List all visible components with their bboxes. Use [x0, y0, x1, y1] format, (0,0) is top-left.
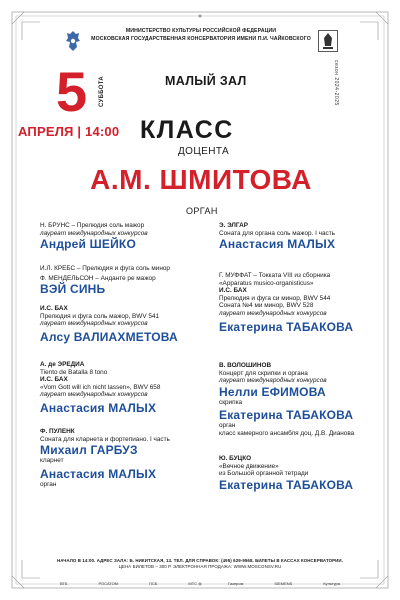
sponsor-logo: Газпром — [228, 580, 244, 586]
program-line: из Большой органной тетради — [219, 470, 309, 478]
sponsor-logos — [60, 578, 340, 588]
performer-name: Михаил ГАРБУЗ — [40, 443, 138, 458]
program-line: И.С. БАХ — [219, 287, 247, 295]
program-line: Соната №4 ми минор, BWV 528 — [219, 302, 314, 310]
venue-name: МАЛЫЙ ЗАЛ — [165, 74, 247, 88]
laureate-note: лауреат международных конкурсов — [219, 309, 327, 317]
performer-name: Анастасия МАЛЫХ — [40, 466, 157, 481]
program-line: Прелюдия и фуга си минор, BWV 544 — [219, 294, 331, 302]
sponsor-logo: ПСБ — [149, 580, 158, 586]
title-klass: КЛАСС — [140, 116, 234, 144]
performer-name: Екатерина ТАБАКОВА — [219, 319, 354, 334]
program-line: Г. МУФФАТ – Токката VIII из сборника — [219, 272, 331, 279]
program-line: Ф. МЕНДЕЛЬСОН – Анданте ре мажор — [40, 274, 156, 282]
footer-address: НАЧАЛО В 14:00. АДРЕС ЗАЛА: Б. НИКИТСКАЯ, 13. ТЕЛ. ДЛЯ СПРАВОК: (495) 629-9568. БИЛЕТЫ В КАССАХ КОНСЕРВАТОРИИ. — [57, 558, 343, 563]
sponsor-logo: МТС — [188, 580, 198, 586]
program-item — [219, 362, 391, 438]
conservatory-logo-icon — [318, 30, 338, 52]
program-item — [219, 455, 391, 492]
performer-role: кларнет — [40, 457, 64, 465]
program-line: В. ВОЛОШИНОВ — [219, 362, 272, 369]
sponsor-logo: ВТБ — [60, 580, 68, 586]
performer-role: орган — [219, 422, 236, 430]
performer-name: Андрей ШЕЙКО — [40, 237, 136, 252]
date-weekday: СУББОТА — [99, 76, 105, 107]
season-label: сезон 2024-2025 — [333, 60, 339, 106]
sponsor-logo: Культура — [323, 580, 340, 586]
laureate-note: лауреат международных конкурсов — [40, 320, 148, 328]
program-line: «Вечное движение» — [219, 462, 279, 470]
program-line: Ф. ПУЛЕНК — [40, 428, 75, 435]
program-line: И.Л. КРЕБС – Прелюдия и фуга соль минор — [40, 265, 170, 272]
ministry-emblem-icon — [64, 30, 82, 52]
performer-name: Анастасия МАЛЫХ — [219, 237, 336, 252]
program-line: Tiento de Batalla 8 tono — [40, 368, 108, 376]
program-line: Соната для органа соль мажор. I часть — [219, 229, 335, 237]
program-item — [40, 361, 210, 415]
institution-header — [88, 27, 314, 43]
program-line: «Apparatus musico-organisticus» — [219, 279, 314, 287]
performer-name: Екатерина ТАБАКОВА — [219, 408, 354, 423]
footer-info — [50, 558, 350, 570]
program-item — [40, 305, 210, 344]
performer-name: Екатерина ТАБАКОВА — [219, 477, 354, 492]
program-line: Ю. БУЦКО — [219, 455, 252, 462]
laureate-note: лауреат международных конкурсов — [219, 377, 327, 385]
teacher-name: А.М. ШМИТОВА — [90, 164, 312, 195]
date-day: 5 — [56, 60, 88, 123]
program-line: Прелюдия и фуга соль мажор, BWV 541 — [40, 312, 160, 320]
footer-tickets: ЦЕНА БИЛЕТОВ – 300 Р. ЭЛЕКТРОННАЯ ПРОДАЖА: WWW.MOSCONSV.RU — [118, 564, 282, 569]
program-line: А. де ЭРЕДИА — [40, 361, 85, 368]
performer-name: ВЭЙ СИНЬ — [40, 282, 106, 297]
performer-role: орган — [40, 480, 57, 488]
ministry-name: МИНИСТЕРСТВО КУЛЬТУРЫ РОССИЙСКОЙ ФЕДЕРАЦИИ — [125, 28, 277, 34]
sponsor-logo: РОСАТОМ — [98, 580, 119, 586]
date-month-time: АПРЕЛЯ | 14:00 — [18, 124, 120, 139]
program-line: Н. БРУНС – Прелюдия соль мажор — [40, 222, 145, 229]
ensemble-class-note: класс камерного ансамбля доц. Д.В. Дианова — [219, 429, 355, 437]
sponsor-logo: SIEMENS — [274, 580, 293, 586]
program-line: Соната для кларнета и фортепиано. I часть — [40, 435, 170, 443]
program-line: Э. ЭЛГАР — [219, 222, 248, 229]
conservatory-name: МОСКОВСКАЯ ГОСУДАРСТВЕННАЯ КОНСЕРВАТОРИЯ ИМЕНИ П.И. ЧАЙКОВСКОГО — [91, 36, 311, 42]
performer-name: Анастасия МАЛЫХ — [40, 400, 157, 415]
performer-name: Алсу ВАЛИАХМЕТОВА — [40, 329, 178, 344]
performer-role: скрипка — [219, 398, 243, 406]
program-line: И.С. БАХ — [40, 376, 68, 384]
title-docent: ДОЦЕНТА — [178, 146, 230, 157]
program-line: «Vom Gott will ich nicht lassen», BWV 658 — [40, 383, 161, 391]
instrument-label: ОРГАН — [186, 206, 218, 216]
performer-name: Нелли ЕФИМОВА — [219, 384, 326, 399]
program-item — [219, 222, 391, 251]
program-item — [40, 428, 210, 488]
program-line: И.С. БАХ — [40, 305, 68, 312]
program-line: Концерт для скрипки и органа — [219, 369, 308, 377]
program-item — [40, 222, 210, 251]
program-item — [219, 272, 391, 334]
laureate-note: лауреат международных конкурсов — [40, 229, 148, 237]
laureate-note: лауреат международных конкурсов — [40, 391, 148, 399]
program-item — [40, 265, 210, 296]
